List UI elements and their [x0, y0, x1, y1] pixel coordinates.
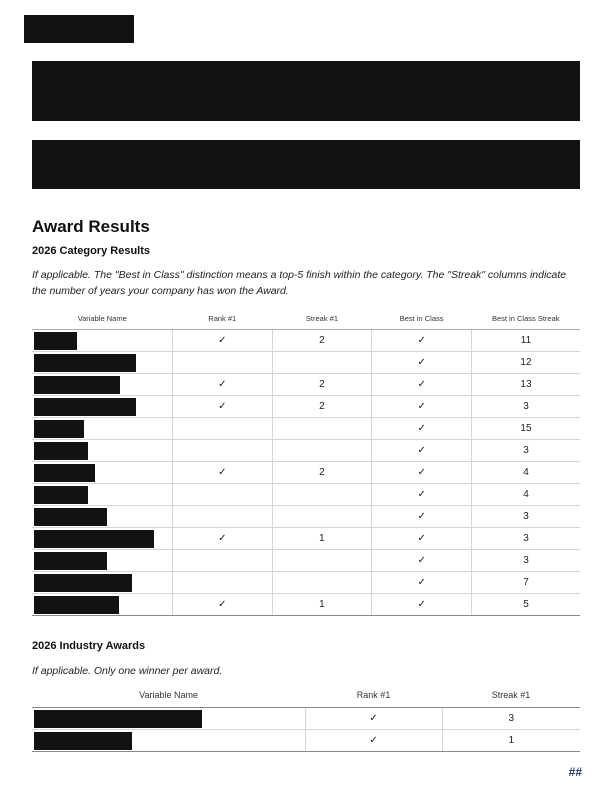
best-in-class-streak-cell: 7 [471, 572, 580, 594]
table-row [32, 528, 580, 550]
table-row [32, 730, 580, 752]
best-in-class-check-icon: ✓ [372, 462, 472, 484]
streak1-cell [272, 418, 372, 440]
redacted-variable-name [32, 594, 172, 616]
redacted-variable-name [32, 528, 172, 550]
streak1-cell: 3 [442, 708, 580, 730]
best-in-class-check-icon: ✓ [372, 330, 472, 352]
redaction-bar [34, 464, 95, 482]
rank1-check-icon: ✓ [172, 374, 272, 396]
col-header-streak1: Streak #1 [272, 308, 372, 330]
best-in-class-check-icon: ✓ [372, 374, 472, 396]
col-header-streak1: Streak #1 [442, 683, 580, 708]
streak1-cell: 2 [272, 330, 372, 352]
redacted-variable-name [32, 550, 172, 572]
redaction-bar [34, 552, 107, 570]
redacted-variable-name [32, 462, 172, 484]
col-header-rank1: Rank #1 [305, 683, 442, 708]
table-row [32, 374, 580, 396]
rank1-check-icon: ✓ [305, 708, 442, 730]
table-row [32, 550, 580, 572]
best-in-class-check-icon: ✓ [372, 594, 472, 616]
table-row [32, 330, 580, 352]
best-in-class-streak-cell: 15 [471, 418, 580, 440]
best-in-class-check-icon: ✓ [372, 396, 472, 418]
streak1-cell: 1 [442, 730, 580, 752]
industry-subtitle: 2026 Industry Awards [32, 640, 146, 652]
rank1-cell [172, 484, 272, 506]
redacted-variable-name [32, 374, 172, 396]
redaction-bar [34, 710, 202, 728]
table-row [32, 462, 580, 484]
streak1-cell: 2 [272, 396, 372, 418]
rank1-check-icon: ✓ [172, 528, 272, 550]
rank1-check-icon: ✓ [172, 396, 272, 418]
best-in-class-streak-cell: 4 [471, 462, 580, 484]
table-row [32, 440, 580, 462]
redaction-bar [34, 732, 132, 750]
best-in-class-streak-cell: 3 [471, 506, 580, 528]
rank1-cell [172, 352, 272, 374]
table-header-row [32, 683, 580, 708]
streak1-cell: 2 [272, 462, 372, 484]
redaction-bar [34, 398, 136, 416]
best-in-class-streak-cell: 13 [471, 374, 580, 396]
redaction-bar [34, 442, 88, 460]
redaction-bar [34, 486, 88, 504]
best-in-class-streak-cell: 3 [471, 528, 580, 550]
best-in-class-streak-cell: 5 [471, 594, 580, 616]
streak1-cell: 2 [272, 374, 372, 396]
redacted-variable-name [32, 330, 172, 352]
rank1-cell [172, 550, 272, 572]
redacted-variable-name [32, 352, 172, 374]
streak1-cell [272, 550, 372, 572]
col-header-best-in-class: Best in Class [372, 308, 472, 330]
category-subtitle: 2026 Category Results [32, 245, 150, 257]
best-in-class-streak-cell: 3 [471, 396, 580, 418]
rank1-cell [172, 506, 272, 528]
best-in-class-check-icon: ✓ [372, 506, 472, 528]
table-row [32, 352, 580, 374]
best-in-class-streak-cell: 3 [471, 440, 580, 462]
table-row [32, 484, 580, 506]
best-in-class-check-icon: ✓ [372, 550, 472, 572]
table-row [32, 708, 580, 730]
redaction-bar [34, 354, 136, 372]
streak1-cell: 1 [272, 528, 372, 550]
redacted-variable-name [32, 440, 172, 462]
best-in-class-check-icon: ✓ [372, 484, 472, 506]
redaction-bar [34, 420, 84, 438]
col-header-best-in-class-streak: Best in Class Streak [471, 308, 580, 330]
table-row [32, 594, 580, 616]
best-in-class-check-icon: ✓ [372, 528, 472, 550]
rank1-check-icon: ✓ [172, 330, 272, 352]
rank1-check-icon: ✓ [172, 594, 272, 616]
redaction-bar [34, 596, 119, 614]
streak1-cell [272, 572, 372, 594]
section-title: Award Results [32, 217, 150, 236]
industry-awards-table [32, 683, 580, 752]
table-row [32, 506, 580, 528]
streak1-cell [272, 352, 372, 374]
redaction-bar [34, 574, 132, 592]
streak1-cell: 1 [272, 594, 372, 616]
redacted-company-block [32, 140, 580, 189]
industry-note: If applicable. Only one winner per award. [32, 665, 223, 677]
redaction-bar [34, 530, 154, 548]
redacted-variable-name [32, 572, 172, 594]
table-row [32, 418, 580, 440]
redacted-variable-name [32, 730, 305, 752]
best-in-class-check-icon: ✓ [372, 572, 472, 594]
redaction-bar [34, 376, 120, 394]
table-row [32, 572, 580, 594]
streak1-cell [272, 440, 372, 462]
redacted-variable-name [32, 708, 305, 730]
best-in-class-check-icon: ✓ [372, 352, 472, 374]
table-row [32, 396, 580, 418]
col-header-variable-name: Variable Name [32, 683, 305, 708]
best-in-class-streak-cell: 3 [471, 550, 580, 572]
rank1-cell [172, 572, 272, 594]
streak1-cell [272, 484, 372, 506]
rank1-check-icon: ✓ [172, 462, 272, 484]
col-header-variable-name: Variable Name [32, 308, 172, 330]
redacted-banner [32, 61, 580, 121]
rank1-check-icon: ✓ [305, 730, 442, 752]
best-in-class-check-icon: ✓ [372, 418, 472, 440]
streak1-cell [272, 506, 372, 528]
best-in-class-streak-cell: 11 [471, 330, 580, 352]
best-in-class-streak-cell: 4 [471, 484, 580, 506]
redacted-logo [24, 15, 134, 43]
col-header-rank1: Rank #1 [172, 308, 272, 330]
redaction-bar [34, 508, 107, 526]
redaction-bar [34, 332, 77, 350]
redacted-variable-name [32, 396, 172, 418]
redacted-variable-name [32, 418, 172, 440]
rank1-cell [172, 418, 272, 440]
category-results-table [32, 308, 580, 616]
footer-page-marker: ## [568, 765, 582, 779]
rank1-cell [172, 440, 272, 462]
redacted-variable-name [32, 484, 172, 506]
table-header-row [32, 308, 580, 330]
redacted-variable-name [32, 506, 172, 528]
best-in-class-check-icon: ✓ [372, 440, 472, 462]
category-note: If applicable. The "Best in Class" distinction means a top-5 finish within the category. The "Streak" columns indicate the number of years your company has won the Award. [32, 269, 567, 297]
best-in-class-streak-cell: 12 [471, 352, 580, 374]
